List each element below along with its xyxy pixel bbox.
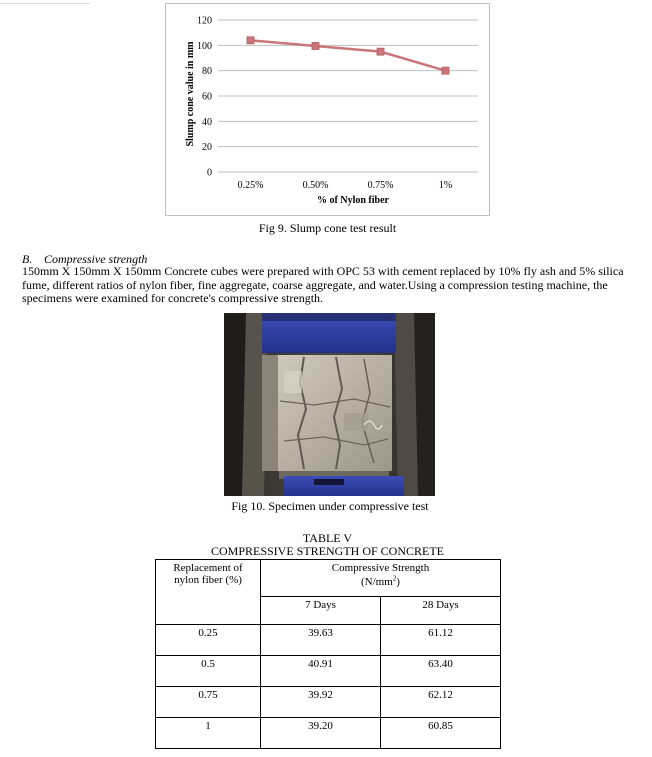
header-strength-unit xyxy=(361,576,400,588)
x-tick-label: 1% xyxy=(438,180,453,191)
unit-suffix: ) xyxy=(396,575,400,588)
data-point xyxy=(312,42,319,49)
specimen-photo-svg xyxy=(224,313,435,496)
cell-28-days: 62.12 xyxy=(381,687,501,718)
table-row xyxy=(156,718,501,749)
slump-chart xyxy=(165,3,490,216)
data-point xyxy=(377,48,384,55)
series-line xyxy=(251,40,446,70)
fig9-caption: Fig 9. Slump cone test result xyxy=(258,221,397,235)
section-title: Compressive strength xyxy=(44,252,148,266)
cell-28-days: 63.40 xyxy=(381,656,501,687)
cell-replacement: 1 xyxy=(156,718,261,749)
cell-replacement: 0.75 xyxy=(156,687,261,718)
specimen-photo xyxy=(224,313,435,496)
header-28-days: 28 Days xyxy=(381,597,501,625)
y-tick-label: 0 xyxy=(207,167,212,179)
header-strength-line1: Compressive Strength xyxy=(331,562,430,574)
fig10-caption: Fig 10. Specimen under compressive test xyxy=(231,499,429,513)
cell-7-days: 40.91 xyxy=(261,656,381,687)
x-tick-label: 0.50% xyxy=(302,180,329,191)
y-tick-label: 120 xyxy=(197,15,212,27)
slump-chart-svg xyxy=(166,4,491,217)
compressive-strength-table xyxy=(155,559,501,749)
y-tick-label: 40 xyxy=(202,116,212,128)
body-paragraph: 150mm X 150mm X 150mm Concrete cubes were prepared with OPC 53 with cement replaced by 10% fly ash and 5% silica fume, different ratios of nylon fiber, fine aggregate, coarse aggregate, and water.Using a compression testing machine, the specimens were examined for concrete's compressive strength. xyxy=(22,264,624,305)
header-replacement xyxy=(156,560,261,625)
header-replacement-line1: Replacement of xyxy=(173,562,243,574)
table-title: COMPRESSIVE STRENGTH OF CONCRETE xyxy=(210,544,445,558)
x-axis-label: % of Nylon fiber xyxy=(317,195,389,206)
header-replacement-line2: nylon fiber (%) xyxy=(174,574,242,586)
cell-7-days: 39.92 xyxy=(261,687,381,718)
table-row xyxy=(156,687,501,718)
data-point xyxy=(442,67,449,74)
cell-28-days: 61.12 xyxy=(381,625,501,656)
x-tick-label: 0.25% xyxy=(237,180,264,191)
y-axis-label: Slump cone value in mm xyxy=(185,41,196,147)
y-tick-label: 100 xyxy=(197,40,212,52)
y-tick-label: 20 xyxy=(202,142,212,154)
top-rule xyxy=(0,0,90,4)
table-header-row xyxy=(156,560,501,597)
header-compressive-strength xyxy=(261,560,501,597)
data-point xyxy=(247,37,254,44)
table-row xyxy=(156,656,501,687)
section-letter: B. xyxy=(22,252,33,266)
cell-28-days: 60.85 xyxy=(381,718,501,749)
header-7-days: 7 Days xyxy=(261,597,381,625)
x-tick-label: 0.75% xyxy=(367,180,394,191)
cell-replacement: 0.5 xyxy=(156,656,261,687)
y-tick-label: 80 xyxy=(202,66,212,78)
y-tick-label: 60 xyxy=(202,91,212,103)
cell-7-days: 39.63 xyxy=(261,625,381,656)
cell-7-days: 39.20 xyxy=(261,718,381,749)
table-row xyxy=(156,625,501,656)
unit-superscript: 2 xyxy=(392,574,397,582)
table-label: TABLE V xyxy=(302,531,353,545)
unit-prefix: (N/mm xyxy=(361,575,393,588)
cell-replacement: 0.25 xyxy=(156,625,261,656)
